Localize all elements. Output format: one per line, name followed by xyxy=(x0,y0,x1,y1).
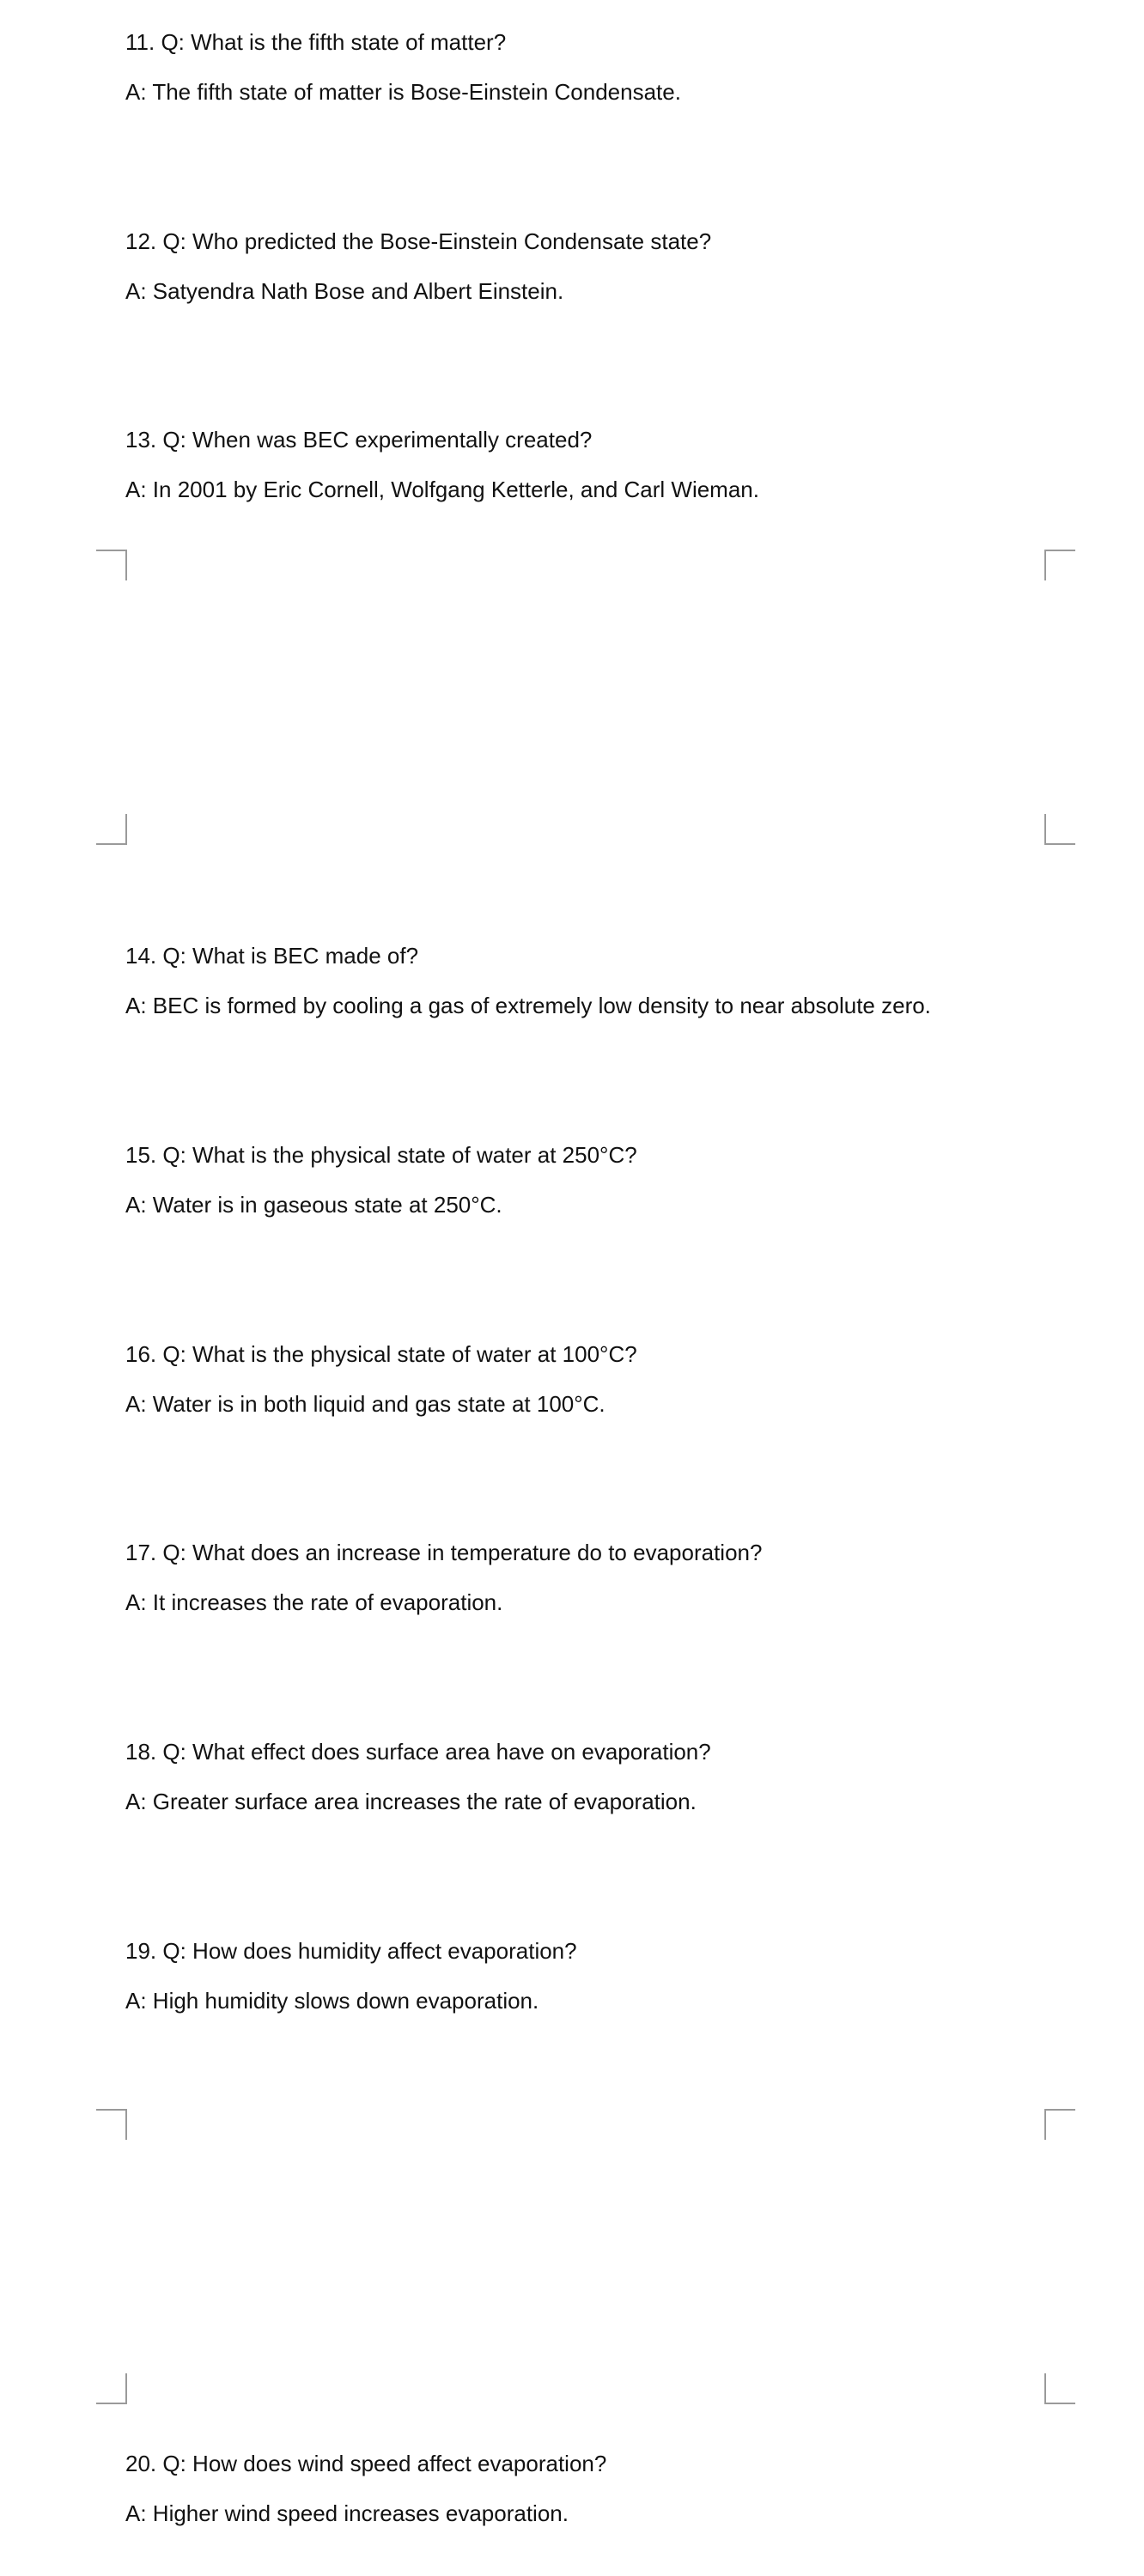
question-text: 19. Q: How does humidity affect evaporation? xyxy=(125,1938,577,1964)
crop-mark-top-right xyxy=(1044,2109,1075,2140)
answer-text: A: Greater surface area increases the rate of evaporation. xyxy=(125,1789,697,1814)
question-text: 11. Q: What is the fifth state of matter? xyxy=(125,29,507,55)
question-text: 18. Q: What effect does surface area have on evaporation? xyxy=(125,1739,711,1765)
crop-mark-bottom-right xyxy=(1044,2373,1075,2404)
question-text: 12. Q: Who predicted the Bose-Einstein Condensate state? xyxy=(125,228,712,254)
question-text: 20. Q: How does wind speed affect evaporation? xyxy=(125,2451,607,2476)
question-text: 15. Q: What is the physical state of water at 250°C? xyxy=(125,1142,637,1168)
crop-mark-bottom-right xyxy=(1044,814,1075,845)
qa-item xyxy=(125,1737,1087,1816)
answer-text: A: Water is in gaseous state at 250°C. xyxy=(125,1192,502,1218)
qa-item xyxy=(125,1340,1087,1419)
qa-item xyxy=(125,941,1087,1020)
answer-text: A: Water is in both liquid and gas state at 100°C. xyxy=(125,1391,605,1417)
answer-text: A: In 2001 by Eric Cornell, Wolfgang Ketterle, and Carl Wieman. xyxy=(125,477,759,502)
crop-mark-bottom-left xyxy=(96,2373,127,2404)
question-text: 17. Q: What does an increase in temperature do to evaporation? xyxy=(125,1540,763,1565)
answer-text: A: BEC is formed by cooling a gas of extremely low density to near absolute zero. xyxy=(125,993,931,1018)
qa-item xyxy=(125,1140,1087,1219)
answer-text: A: The fifth state of matter is Bose-Einstein Condensate. xyxy=(125,79,681,105)
crop-mark-top-left xyxy=(96,2109,127,2140)
qa-item xyxy=(125,1936,1087,2015)
answer-text: A: It increases the rate of evaporation. xyxy=(125,1589,503,1615)
qa-item xyxy=(125,1538,1087,1617)
crop-mark-top-left xyxy=(96,550,127,580)
qa-item xyxy=(125,2449,1087,2528)
question-text: 13. Q: When was BEC experimentally created? xyxy=(125,427,593,453)
question-text: 14. Q: What is BEC made of? xyxy=(125,943,419,969)
crop-mark-top-right xyxy=(1044,550,1075,580)
qa-item xyxy=(125,227,1087,306)
answer-text: A: High humidity slows down evaporation. xyxy=(125,1988,539,2014)
answer-text: A: Higher wind speed increases evaporation. xyxy=(125,2500,569,2526)
qa-item xyxy=(125,425,1087,504)
qa-item xyxy=(125,27,1087,106)
question-text: 16. Q: What is the physical state of water at 100°C? xyxy=(125,1341,637,1367)
crop-mark-bottom-left xyxy=(96,814,127,845)
answer-text: A: Satyendra Nath Bose and Albert Einstein. xyxy=(125,278,564,304)
